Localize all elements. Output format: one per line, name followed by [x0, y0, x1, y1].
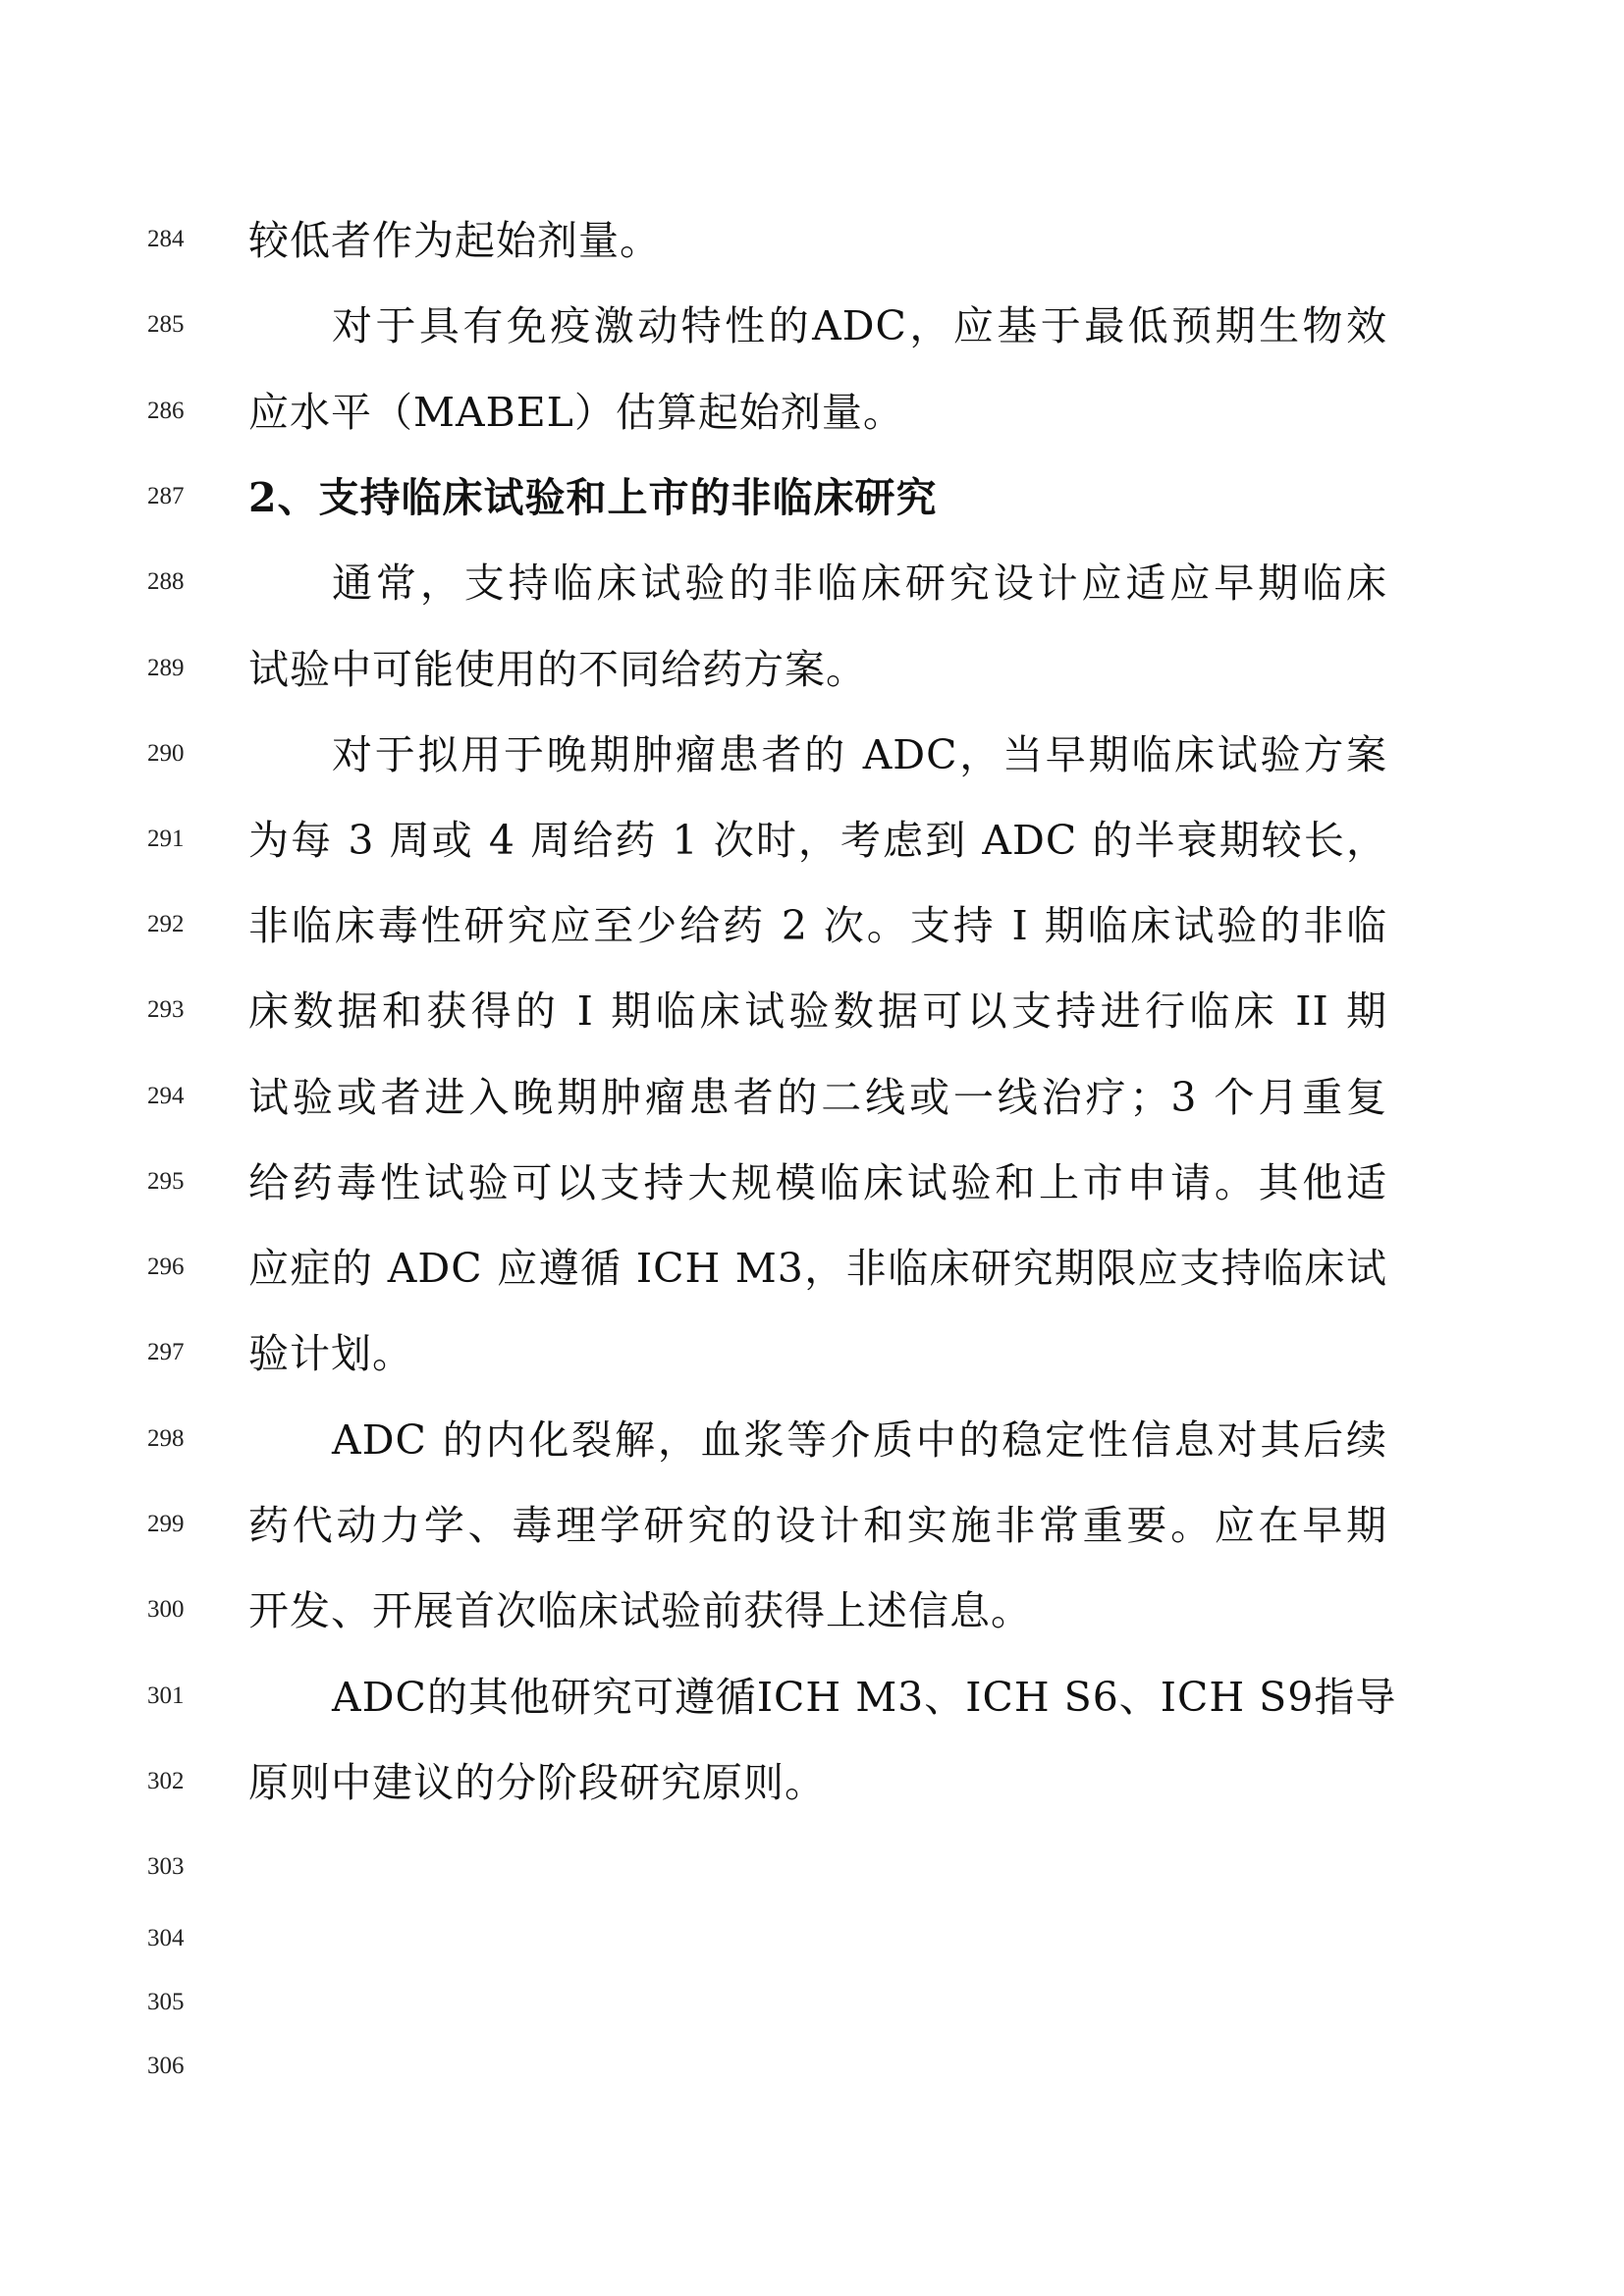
- text-line: [0, 1068, 1624, 1127]
- line-number: 292: [147, 911, 185, 937]
- line-number: 284: [147, 226, 185, 252]
- line-number: 293: [147, 996, 185, 1023]
- line-number: 289: [147, 655, 185, 681]
- line-number: 288: [147, 568, 185, 595]
- line-text: 药代动力学、毒理学研究的设计和实施非常重要。应在早期: [248, 1502, 1387, 1549]
- text-line: [0, 1239, 1624, 1298]
- line-number: 306: [147, 2053, 185, 2079]
- line-number: 304: [147, 1925, 185, 1951]
- line-number: 297: [147, 1339, 185, 1365]
- line-number: 305: [147, 1989, 185, 2015]
- line-number: 285: [147, 311, 185, 338]
- line-text: 应症的 ADC 应遵循 ICH M3，非临床研究期限应支持临床试: [248, 1245, 1387, 1292]
- section-heading: 2、支持临床试验和上市的非临床研究: [248, 474, 938, 521]
- line-text: ADC 的内化裂解，血浆等介质中的稳定性信息对其后续: [332, 1416, 1387, 1464]
- text-line: [0, 982, 1624, 1041]
- text-line: [0, 1753, 1624, 1812]
- line-number: 303: [147, 1853, 185, 1880]
- section-heading-line: [0, 468, 1624, 527]
- text-line: [0, 1496, 1624, 1555]
- line-number: 302: [147, 1768, 185, 1794]
- line-text: 验计划。: [248, 1330, 413, 1377]
- empty-line: [0, 1839, 1624, 1897]
- line-number: 301: [147, 1682, 185, 1709]
- text-line: [0, 211, 1624, 270]
- line-text: 非临床毒性研究应至少给药 2 次。支持 I 期临床试验的非临: [248, 902, 1387, 949]
- line-text: 应水平（MABEL）估算起始剂量。: [248, 389, 904, 436]
- line-number: 287: [147, 483, 185, 509]
- text-line: [0, 1668, 1624, 1727]
- line-text: 对于拟用于晚期肿瘤患者的 ADC，当早期临床试验方案: [332, 731, 1387, 778]
- line-text: 试验中可能使用的不同给药方案。: [248, 646, 867, 693]
- line-number: 286: [147, 398, 185, 424]
- line-number: 290: [147, 740, 185, 767]
- line-text: ADC的其他研究可遵循ICH M3、ICH S6、ICH S9指导: [332, 1674, 1397, 1721]
- empty-line: [0, 1910, 1624, 1969]
- line-number: 298: [147, 1425, 185, 1452]
- line-number: 291: [147, 826, 185, 852]
- line-number: 294: [147, 1083, 185, 1109]
- text-line: [0, 1411, 1624, 1469]
- text-line: [0, 1581, 1624, 1640]
- text-line: [0, 554, 1624, 613]
- line-number: 295: [147, 1168, 185, 1195]
- empty-line: [0, 2038, 1624, 2097]
- line-text: 床数据和获得的 I 期临床试验数据可以支持进行临床 II 期: [248, 988, 1387, 1035]
- line-text: 原则中建议的分阶段研究原则。: [248, 1759, 826, 1806]
- text-line: [0, 1153, 1624, 1212]
- text-line: [0, 383, 1624, 442]
- text-line: [0, 896, 1624, 955]
- line-text: 开发、开展首次临床试验前获得上述信息。: [248, 1587, 1032, 1634]
- empty-line: [0, 1974, 1624, 2033]
- line-number: 299: [147, 1511, 185, 1537]
- line-text: 通常，支持临床试验的非临床研究设计应适应早期临床: [332, 560, 1387, 607]
- line-text: 试验或者进入晚期肿瘤患者的二线或一线治疗；3 个月重复: [248, 1074, 1387, 1121]
- line-text: 较低者作为起始剂量。: [248, 217, 661, 264]
- text-line: [0, 1324, 1624, 1383]
- text-line: [0, 725, 1624, 784]
- line-text: 给药毒性试验可以支持大规模临床试验和上市申请。其他适: [248, 1159, 1387, 1206]
- line-text: 对于具有免疫激动特性的ADC，应基于最低预期生物效: [332, 302, 1387, 349]
- text-line: [0, 296, 1624, 355]
- text-line: [0, 811, 1624, 870]
- line-number: 300: [147, 1596, 185, 1623]
- line-text: 为每 3 周或 4 周给药 1 次时，考虑到 ADC 的半衰期较长，: [248, 817, 1387, 864]
- text-line: [0, 640, 1624, 699]
- line-number: 296: [147, 1254, 185, 1280]
